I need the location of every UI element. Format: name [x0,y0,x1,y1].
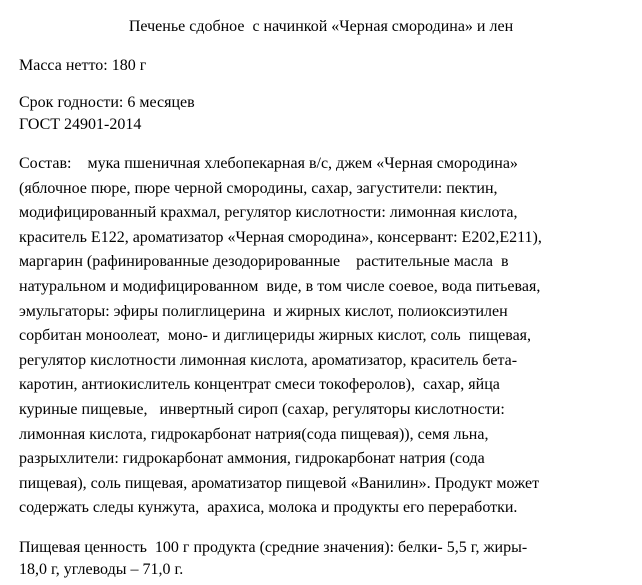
composition-line: пищевая), соль пищевая, ароматизатор пищевой «Ванилин». Продукт может [19,474,540,492]
composition-line: эмульгаторы: эфиры полиглицерина и жирных кислот, полиоксиэтилен [19,302,508,320]
composition-line: модифицированный крахмал, регулятор кислотности: лимонная кислота, [19,204,518,222]
composition-line: содержать следы кунжута, арахиса, молока и продукты его переработки. [19,499,518,517]
composition-line: сорбитан моноолеат, моно- и диглицериды жирных кислот, соль пищевая, [19,327,532,345]
composition-line: куриные пищевые, инвертный сироп (сахар, регуляторы кислотности: [19,400,505,418]
composition-line: каротин, антиокислитель концентрат смеси токоферолов), сахар, яйца [19,376,500,394]
composition [19,152,631,521]
shelf-life: Срок годности: 6 месяцев [19,94,195,111]
composition-line: краситель Е122, ароматизатор «Черная смородина», консервант: Е202,Е211), [19,228,542,246]
nutrition-line: Пищевая ценность 100 г продукта (средние значения): белки- 5,5 г, жиры- [19,539,528,556]
nutrition-line: 18,0 г, углеводы – 71,0 г. [19,561,184,578]
composition-line: разрыхлители: гидрокарбонат аммония, гидрокарбонат натрия (сода [19,450,485,468]
product-title: Печенье сдобное с начинкой «Черная смородина» и лен [128,18,514,35]
composition-line: (яблочное пюре, пюре черной смородины, сахар, загустители: пектин, [19,179,498,197]
gost-standard: ГОСТ 24901-2014 [19,116,142,133]
composition-line: натуральном и модифицированном виде, в том числе соевое, вода питьевая, [19,277,541,295]
composition-line: Состав: мука пшеничная хлебопекарная в/с, джем «Черная смородина» [19,155,518,172]
composition-line: лимонная кислота, гидрокарбонат натрия(сода пищевая)), семя льна, [19,425,489,443]
composition-line: регулятор кислотности лимонная кислота, ароматизатор, краситель бета- [19,351,518,369]
nutrition-value [19,537,631,581]
net-mass: Масса нетто: 180 г [19,57,147,74]
composition-line: маргарин (рафинированные дезодорированные растительные масла в [19,253,509,271]
